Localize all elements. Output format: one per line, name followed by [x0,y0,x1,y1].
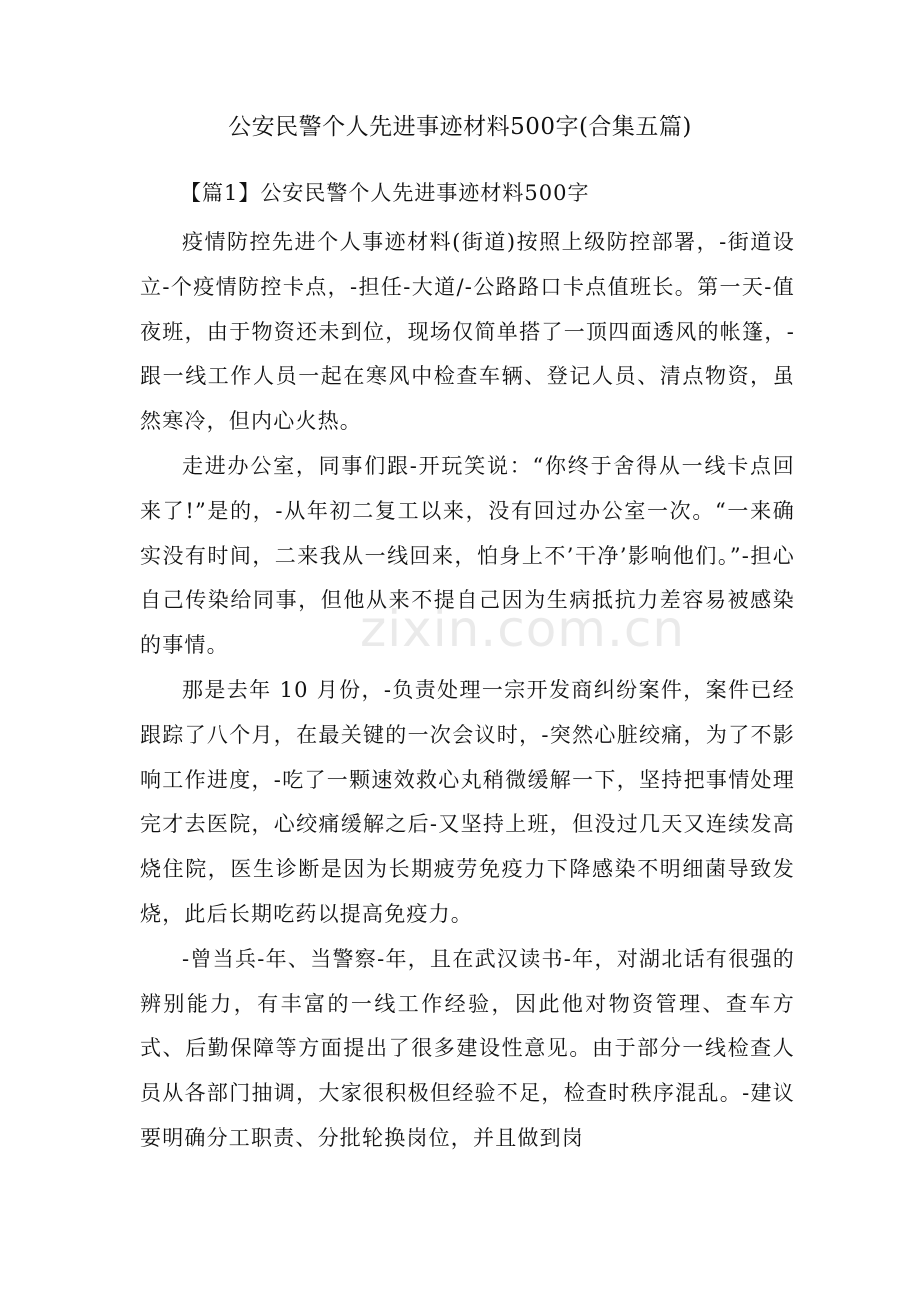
paragraph-4: -曾当兵-年、当警察-年，且在武汉读书-年，对湖北话有很强的辨别能力，有丰富的一线工作经验，因此他对物资管理、查车方式、后勤保障等方面提出了很多建设性意见。由于部分一线检查人员从各部门抽调，大家很积极但经验不足，检查时秩序混乱。-建议要明确分工职责、分批轮换岗位，并且做到岗 [140,946,795,1150]
watermark: zixin.com.cn [360,600,686,658]
section-heading: 【篇1】公安民警个人先进事迹材料500字 [180,181,590,205]
paragraph-1: 疫情防控先进个人事迹材料(街道)按照上级防控部署，-街道设立-个疫情防控卡点，-担任-大道/-公路路口卡点值班长。第一天-值夜班，由于物资还未到位，现场仅简单搭了一顶四面透风的帐篷，-跟一线工作人员一起在寒风中检查车辆、登记人员、清点物资，虽然寒冷，但内心火热。 [140,230,795,434]
document-title: 公安民警个人先进事迹材料500字(合集五篇) [228,114,692,140]
document-body [140,220,795,1161]
paragraph-3: 那是去年 10 月份，-负责处理一宗开发商纠纷案件，案件已经跟踪了八个月，在最关键的一次会议时，-突然心脏绞痛，为了不影响工作进度，-吃了一颗速效救心丸稍微缓解一下，坚持把事情处理完才去医院，心绞痛缓解之后-又坚持上班，但没过几天又连续发高烧住院，医生诊断是因为长期疲劳免疫力下降感染不明细菌导致发烧，此后长期吃药以提高免疫力。 [140,677,795,926]
paragraph-2: 走进办公室，同事们跟-开玩笑说：“你终于舍得从一线卡点回来了!”是的，-从年初二复工以来，没有回过办公室一次。“一来确实没有时间，二来我从一线回来，怕身上不’干净’影响他们。”-担心自己传染给同事，但他从来不提自己因为生病抵抗力差容易被感染的事情。 [140,453,795,658]
